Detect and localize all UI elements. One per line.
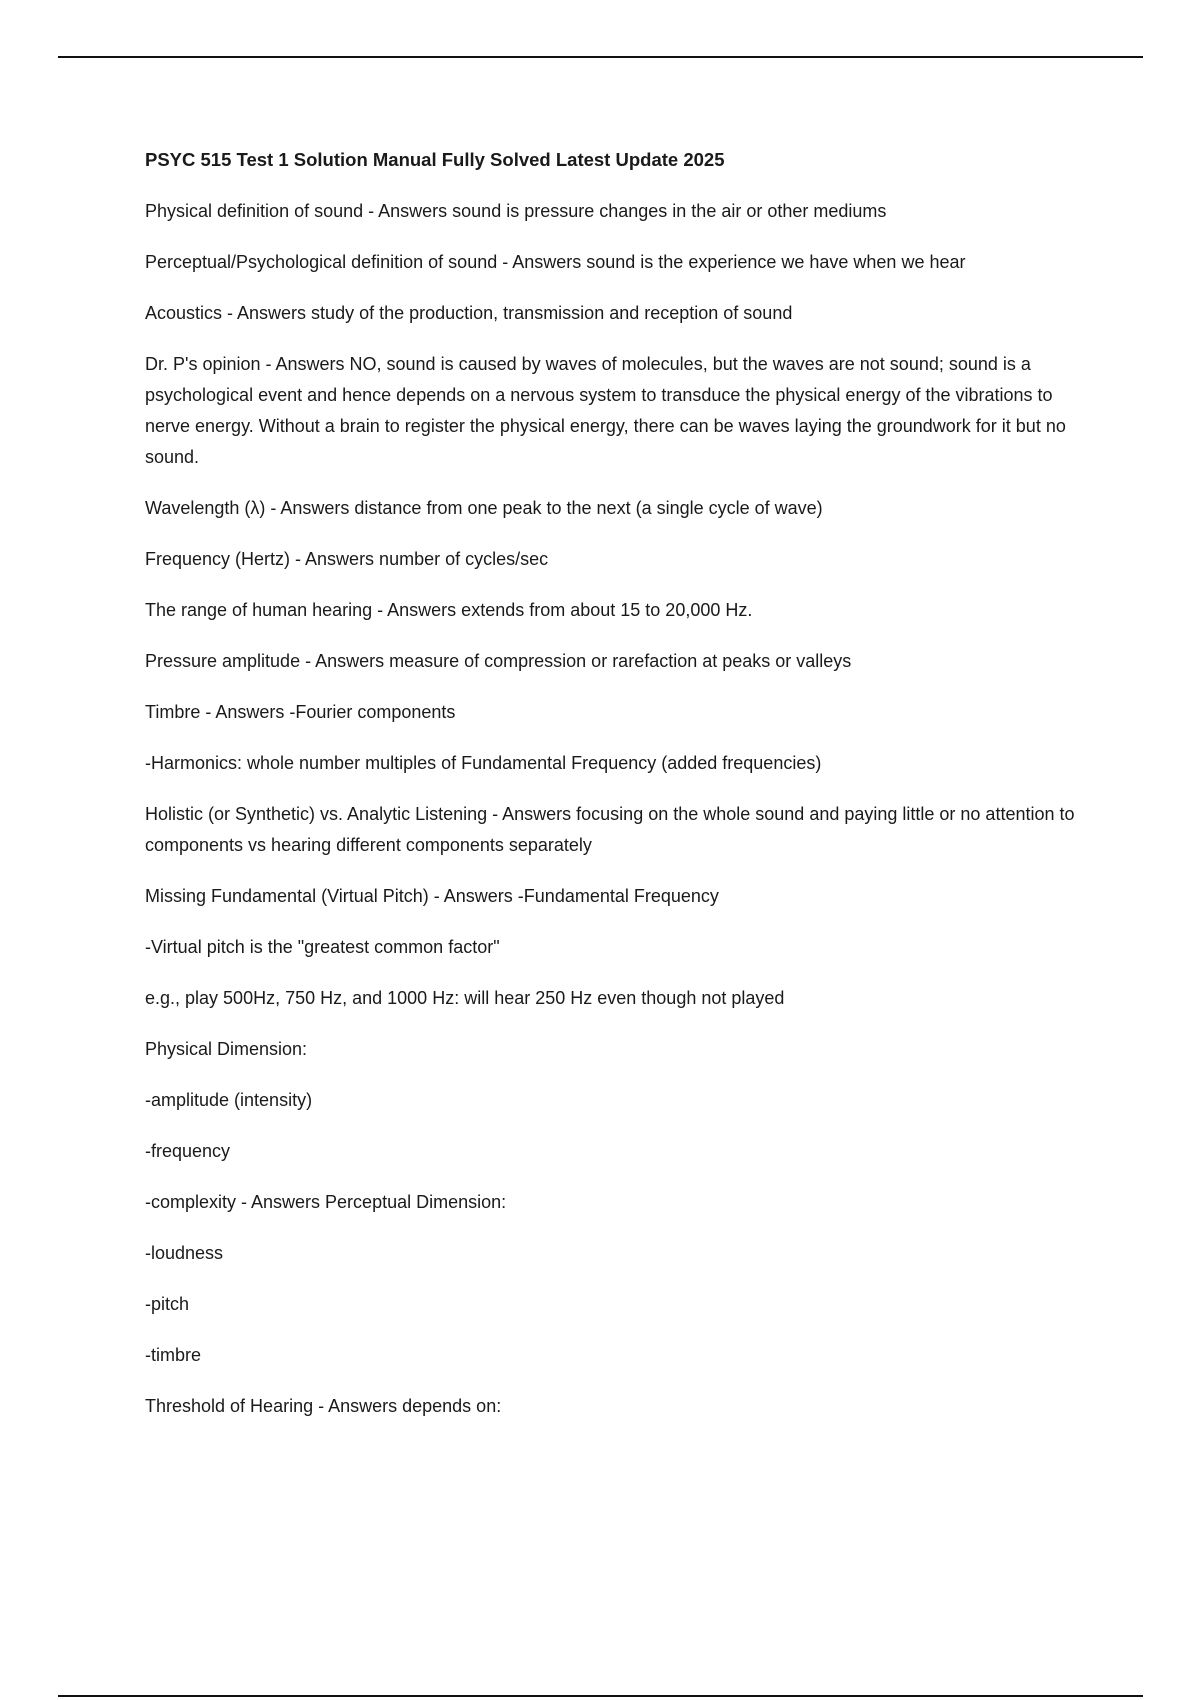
document-body — [145, 145, 1095, 1442]
paragraph-loudness: -loudness — [145, 1243, 224, 1263]
paragraph-virtual-pitch: -Virtual pitch is the "greatest common factor" — [145, 937, 500, 957]
paragraph-complexity: -complexity - Answers Perceptual Dimension: — [145, 1192, 507, 1212]
paragraph-amplitude: -amplitude (intensity) — [145, 1090, 313, 1110]
paragraph-timbre-item: -timbre — [145, 1345, 202, 1365]
document-title: PSYC 515 Test 1 Solution Manual Fully Solved Latest Update 2025 — [145, 149, 725, 170]
paragraph-perceptual-definition: Perceptual/Psychological definition of sound - Answers sound is the experience we have when we hear — [145, 252, 966, 272]
paragraph-pressure-amplitude: Pressure amplitude - Answers measure of compression or rarefaction at peaks or valleys — [145, 651, 852, 671]
paragraph-timbre: Timbre - Answers -Fourier components — [145, 702, 456, 722]
top-divider — [58, 56, 1143, 58]
bottom-divider — [58, 1695, 1143, 1697]
paragraph-wavelength: Wavelength (λ) - Answers distance from one peak to the next (a single cycle of wave) — [145, 498, 823, 518]
paragraph-physical-definition: Physical definition of sound - Answers sound is pressure changes in the air or other mediums — [145, 201, 887, 221]
paragraph-hearing-range: The range of human hearing - Answers extends from about 15 to 20,000 Hz. — [145, 600, 753, 620]
paragraph-acoustics: Acoustics - Answers study of the production, transmission and reception of sound — [145, 303, 793, 323]
paragraph-pitch: -pitch — [145, 1294, 190, 1314]
paragraph-threshold: Threshold of Hearing - Answers depends on: — [145, 1396, 502, 1416]
paragraph-frequency: Frequency (Hertz) - Answers number of cycles/sec — [145, 549, 549, 569]
paragraph-dr-p-opinion: Dr. P's opinion - Answers NO, sound is caused by waves of molecules, but the waves are not sound; sound is a psychological event and hence depends on a nervous system to transduce the physical energy of the vibrations to nerve energy. Without a brain to register the physical energy, there can be waves laying the groundwork for it but no sound. — [145, 354, 1066, 467]
paragraph-harmonics: -Harmonics: whole number multiples of Fundamental Frequency (added frequencies) — [145, 753, 822, 773]
paragraph-holistic-analytic: Holistic (or Synthetic) vs. Analytic Listening - Answers focusing on the whole sound and paying little or no attention to components vs hearing different components separately — [145, 804, 1075, 855]
paragraph-example: e.g., play 500Hz, 750 Hz, and 1000 Hz: will hear 250 Hz even though not played — [145, 988, 785, 1008]
paragraph-physical-dimension: Physical Dimension: — [145, 1039, 308, 1059]
paragraph-frequency-item: -frequency — [145, 1141, 231, 1161]
paragraph-missing-fundamental: Missing Fundamental (Virtual Pitch) - Answers -Fundamental Frequency — [145, 886, 719, 906]
